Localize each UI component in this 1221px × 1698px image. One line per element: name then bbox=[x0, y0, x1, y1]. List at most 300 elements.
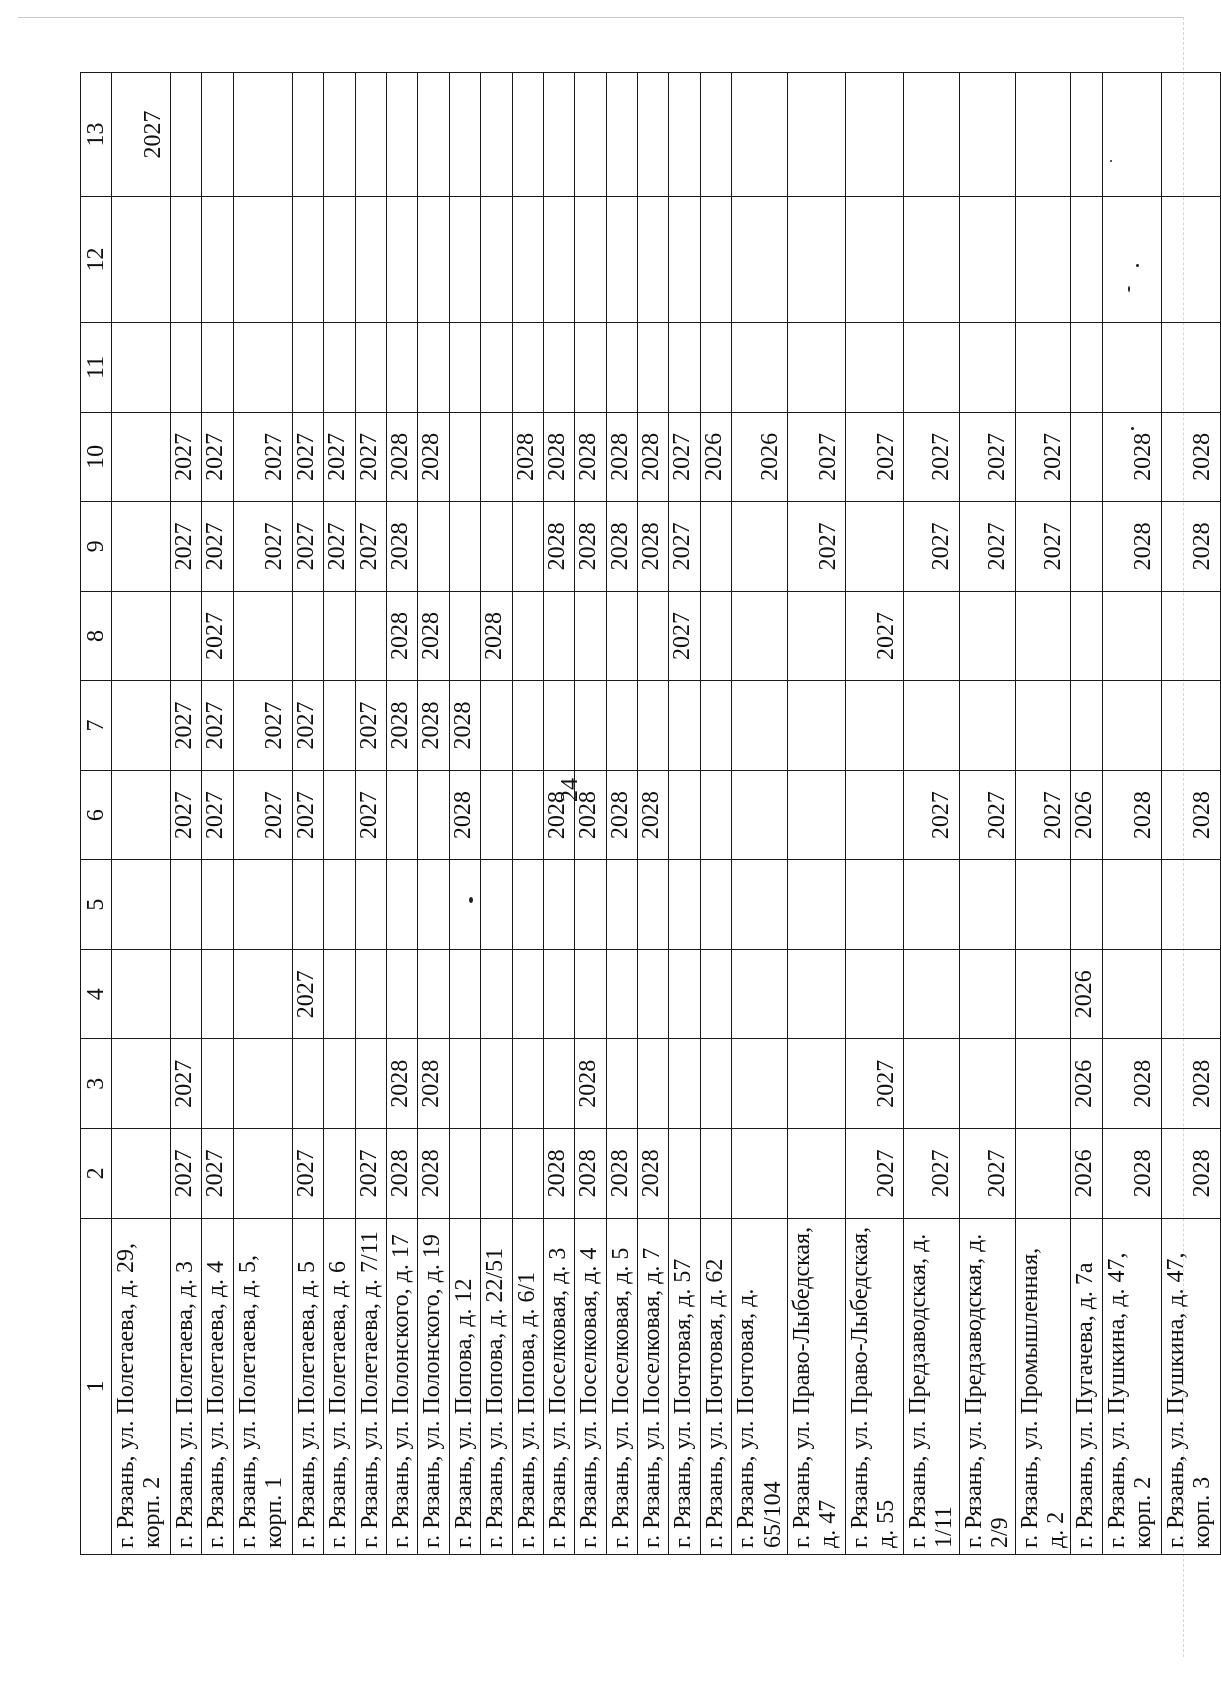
year-cell bbox=[233, 1129, 292, 1219]
address-cell: г. Рязань, ул. Попова, д. 12 bbox=[449, 1218, 480, 1554]
year-cell bbox=[1102, 73, 1161, 197]
year-cell bbox=[292, 860, 323, 950]
column-header: 13 bbox=[81, 73, 112, 197]
year-cell bbox=[669, 860, 700, 950]
year-cell: 2026 bbox=[1071, 770, 1102, 860]
year-cell bbox=[202, 73, 233, 197]
year-cell bbox=[171, 196, 202, 322]
table-row bbox=[1161, 73, 1220, 1555]
year-cell bbox=[171, 591, 202, 681]
year-cell: 2027 bbox=[292, 949, 323, 1039]
address-cell: г. Рязань, ул. Пушкина, д. 47, корп. 3 bbox=[1161, 1218, 1220, 1554]
table-row bbox=[959, 73, 1015, 1555]
year-cell bbox=[606, 1039, 637, 1129]
year-cell bbox=[481, 502, 512, 592]
year-cell: 2027 bbox=[171, 681, 202, 771]
year-cell bbox=[575, 196, 606, 322]
year-cell bbox=[638, 591, 669, 681]
year-cell bbox=[233, 196, 292, 322]
table-row bbox=[324, 73, 355, 1555]
year-cell bbox=[112, 1129, 171, 1219]
year-cell: 2028 bbox=[543, 770, 574, 860]
year-cell bbox=[732, 1129, 788, 1219]
year-cell: 2027 bbox=[846, 412, 904, 502]
year-cell: 2028 bbox=[606, 412, 637, 502]
year-cell bbox=[575, 949, 606, 1039]
year-cell bbox=[1161, 860, 1220, 950]
year-cell bbox=[669, 196, 700, 322]
year-cell bbox=[1015, 591, 1071, 681]
year-cell bbox=[606, 681, 637, 771]
year-cell bbox=[449, 73, 480, 197]
year-cell: 2028 bbox=[543, 1129, 574, 1219]
year-cell bbox=[512, 196, 543, 322]
year-cell bbox=[112, 1039, 171, 1129]
year-cell bbox=[732, 949, 788, 1039]
year-cell bbox=[449, 1039, 480, 1129]
year-cell: 2028 bbox=[575, 1129, 606, 1219]
year-cell bbox=[732, 502, 788, 592]
address-cell: г. Рязань, ул. Попова, д. 6/1 bbox=[512, 1218, 543, 1554]
year-cell bbox=[1015, 1129, 1071, 1219]
address-cell: г. Рязань, ул. Почтовая, д. 57 bbox=[669, 1218, 700, 1554]
column-header: 6 bbox=[81, 770, 112, 860]
table-row bbox=[575, 73, 606, 1555]
year-cell bbox=[112, 949, 171, 1039]
year-cell bbox=[700, 591, 731, 681]
year-cell: 2027 bbox=[1015, 502, 1071, 592]
year-cell: 2028 bbox=[638, 502, 669, 592]
year-cell bbox=[638, 322, 669, 412]
scan-speck bbox=[1128, 286, 1130, 292]
year-cell bbox=[1161, 681, 1220, 771]
year-cell: 2028 bbox=[1102, 412, 1161, 502]
table-row bbox=[1071, 73, 1102, 1555]
year-cell bbox=[202, 949, 233, 1039]
year-cell bbox=[292, 322, 323, 412]
year-cell bbox=[1071, 196, 1102, 322]
year-cell bbox=[700, 770, 731, 860]
year-cell bbox=[449, 412, 480, 502]
year-cell bbox=[233, 860, 292, 950]
address-cell: г. Рязань, ул. Попова, д. 22/51 bbox=[481, 1218, 512, 1554]
year-cell bbox=[1161, 591, 1220, 681]
column-header: 1 bbox=[81, 1218, 112, 1554]
year-cell bbox=[669, 949, 700, 1039]
year-cell bbox=[732, 770, 788, 860]
year-cell: 2027 bbox=[669, 412, 700, 502]
year-cell: 2027 bbox=[292, 412, 323, 502]
year-cell: 2028 bbox=[449, 681, 480, 771]
year-cell bbox=[788, 591, 846, 681]
year-cell bbox=[606, 860, 637, 950]
year-cell bbox=[202, 322, 233, 412]
year-cell bbox=[418, 949, 449, 1039]
table-row bbox=[669, 73, 700, 1555]
year-cell bbox=[788, 1039, 846, 1129]
year-cell bbox=[543, 322, 574, 412]
year-cell: 2027 bbox=[171, 1129, 202, 1219]
address-cell: г. Рязань, ул. Почтовая, д. 62 bbox=[700, 1218, 731, 1554]
year-cell: 2028 bbox=[1161, 1129, 1220, 1219]
year-cell bbox=[543, 949, 574, 1039]
year-cell: 2027 bbox=[292, 681, 323, 771]
year-cell bbox=[700, 1129, 731, 1219]
year-cell bbox=[1161, 73, 1220, 197]
year-cell bbox=[788, 860, 846, 950]
year-cell bbox=[846, 681, 904, 771]
address-cell: г. Рязань, ул. Поселковая, д. 5 bbox=[606, 1218, 637, 1554]
year-cell bbox=[788, 1129, 846, 1219]
year-cell bbox=[233, 949, 292, 1039]
year-cell bbox=[481, 860, 512, 950]
year-cell: 2028 bbox=[1161, 1039, 1220, 1129]
year-cell bbox=[904, 591, 960, 681]
year-cell: 2027 bbox=[324, 412, 355, 502]
year-cell: 2028 bbox=[638, 1129, 669, 1219]
year-cell bbox=[788, 196, 846, 322]
year-cell bbox=[1071, 591, 1102, 681]
year-cell: 2027 bbox=[904, 770, 960, 860]
year-cell bbox=[788, 949, 846, 1039]
year-cell: 2028 bbox=[575, 502, 606, 592]
year-cell bbox=[904, 196, 960, 322]
year-cell bbox=[846, 502, 904, 592]
year-cell: 2027 bbox=[171, 502, 202, 592]
year-cell bbox=[904, 73, 960, 197]
table-row bbox=[1015, 73, 1071, 1555]
year-cell bbox=[575, 591, 606, 681]
year-cell: 2028 bbox=[575, 412, 606, 502]
year-cell bbox=[512, 591, 543, 681]
year-cell: 2028 bbox=[418, 681, 449, 771]
address-cell: г. Рязань, ул. Полетаева, д. 3 bbox=[171, 1218, 202, 1554]
year-cell bbox=[959, 681, 1015, 771]
table-row bbox=[700, 73, 731, 1555]
year-cell bbox=[669, 73, 700, 197]
column-header: 9 bbox=[81, 502, 112, 592]
column-header: 7 bbox=[81, 681, 112, 771]
year-cell: 2026 bbox=[732, 412, 788, 502]
year-cell bbox=[846, 770, 904, 860]
year-cell bbox=[386, 322, 417, 412]
year-cell: 2028 bbox=[606, 502, 637, 592]
year-cell: 2028 bbox=[449, 770, 480, 860]
year-cell: 2027 bbox=[904, 502, 960, 592]
year-cell bbox=[112, 591, 171, 681]
year-cell bbox=[355, 322, 386, 412]
year-cell: 2028 bbox=[606, 770, 637, 860]
year-cell bbox=[418, 73, 449, 197]
address-cell: г. Рязань, ул. Полетаева, д. 5 bbox=[292, 1218, 323, 1554]
year-cell bbox=[606, 949, 637, 1039]
scan-speck bbox=[1136, 264, 1139, 267]
table-row bbox=[171, 73, 202, 1555]
year-cell: 2028 bbox=[386, 412, 417, 502]
year-cell bbox=[233, 322, 292, 412]
year-cell: 2028 bbox=[1161, 770, 1220, 860]
year-cell bbox=[418, 322, 449, 412]
year-cell bbox=[171, 949, 202, 1039]
year-cell bbox=[606, 322, 637, 412]
year-cell bbox=[202, 860, 233, 950]
year-cell bbox=[386, 73, 417, 197]
year-cell bbox=[788, 681, 846, 771]
year-cell bbox=[1161, 322, 1220, 412]
year-cell: 2028 bbox=[386, 681, 417, 771]
year-cell bbox=[418, 770, 449, 860]
year-cell bbox=[669, 322, 700, 412]
year-cell: 2028 bbox=[386, 1129, 417, 1219]
year-cell bbox=[606, 196, 637, 322]
year-cell bbox=[732, 681, 788, 771]
year-cell bbox=[700, 1039, 731, 1129]
year-cell bbox=[700, 681, 731, 771]
year-cell: 2028 bbox=[512, 412, 543, 502]
year-cell bbox=[1015, 322, 1071, 412]
year-cell bbox=[959, 73, 1015, 197]
address-cell: г. Рязань, ул. Полетаева, д. 6 bbox=[324, 1218, 355, 1554]
year-cell bbox=[732, 322, 788, 412]
year-cell bbox=[512, 770, 543, 860]
year-cell bbox=[700, 502, 731, 592]
year-cell bbox=[959, 322, 1015, 412]
year-cell bbox=[355, 1039, 386, 1129]
year-cell bbox=[846, 949, 904, 1039]
address-cell: г. Рязань, ул. Право-Лыбедская, д. 47 bbox=[788, 1218, 846, 1554]
year-cell bbox=[700, 860, 731, 950]
year-cell: 2028 bbox=[418, 1039, 449, 1129]
address-cell: г. Рязань, ул. Предзаводская, д. 1/11 bbox=[904, 1218, 960, 1554]
year-cell bbox=[638, 949, 669, 1039]
year-cell bbox=[386, 860, 417, 950]
year-cell bbox=[112, 681, 171, 771]
year-cell: 2027 bbox=[846, 591, 904, 681]
table-row bbox=[112, 73, 171, 1555]
year-cell bbox=[700, 73, 731, 197]
year-cell bbox=[386, 949, 417, 1039]
year-cell bbox=[669, 770, 700, 860]
year-cell bbox=[512, 1129, 543, 1219]
year-cell: 2027 bbox=[959, 412, 1015, 502]
year-cell bbox=[292, 591, 323, 681]
scan-speck bbox=[1131, 427, 1134, 430]
year-cell bbox=[512, 322, 543, 412]
year-cell: 2027 bbox=[904, 1129, 960, 1219]
year-cell bbox=[355, 949, 386, 1039]
year-cell bbox=[543, 681, 574, 771]
year-cell bbox=[418, 502, 449, 592]
year-cell: 2028 bbox=[1161, 502, 1220, 592]
year-cell: 2027 bbox=[171, 1039, 202, 1129]
year-cell bbox=[669, 681, 700, 771]
year-cell bbox=[112, 322, 171, 412]
year-cell bbox=[171, 860, 202, 950]
year-cell bbox=[543, 73, 574, 197]
year-cell bbox=[638, 196, 669, 322]
year-cell bbox=[324, 196, 355, 322]
table-row bbox=[202, 73, 233, 1555]
year-cell bbox=[171, 322, 202, 412]
repair-schedule-table bbox=[80, 72, 1221, 1555]
year-cell bbox=[355, 73, 386, 197]
address-cell: г. Рязань, ул. Право-Лыбедская, д. 55 bbox=[846, 1218, 904, 1554]
year-cell: 2027 bbox=[355, 1129, 386, 1219]
table-row bbox=[233, 73, 292, 1555]
year-cell bbox=[355, 196, 386, 322]
year-cell bbox=[1071, 73, 1102, 197]
year-cell bbox=[638, 73, 669, 197]
year-cell: 2027 bbox=[846, 1039, 904, 1129]
table-row bbox=[512, 73, 543, 1555]
year-cell bbox=[669, 1039, 700, 1129]
table-row bbox=[543, 73, 574, 1555]
year-cell bbox=[1071, 502, 1102, 592]
address-cell: г. Рязань, ул. Полетаева, д. 5, корп. 1 bbox=[233, 1218, 292, 1554]
year-cell bbox=[355, 591, 386, 681]
year-cell: 2027 bbox=[669, 502, 700, 592]
year-cell bbox=[1161, 949, 1220, 1039]
year-cell: 2027 bbox=[355, 412, 386, 502]
year-cell: 2028 bbox=[386, 502, 417, 592]
table-row bbox=[355, 73, 386, 1555]
year-cell: 2027 bbox=[904, 412, 960, 502]
year-cell bbox=[1071, 860, 1102, 950]
year-cell bbox=[481, 949, 512, 1039]
table-row bbox=[386, 73, 417, 1555]
year-cell bbox=[669, 1129, 700, 1219]
table-row bbox=[449, 73, 480, 1555]
year-cell bbox=[543, 591, 574, 681]
year-cell: 2027 bbox=[788, 412, 846, 502]
year-cell: 2028 bbox=[481, 591, 512, 681]
year-cell bbox=[732, 73, 788, 197]
year-cell bbox=[1071, 412, 1102, 502]
year-cell bbox=[481, 1039, 512, 1129]
year-cell bbox=[638, 1039, 669, 1129]
year-cell: 2026 bbox=[1071, 1129, 1102, 1219]
year-cell bbox=[449, 322, 480, 412]
year-cell: 2028 bbox=[543, 412, 574, 502]
year-cell bbox=[543, 860, 574, 950]
year-cell: 2028 bbox=[418, 412, 449, 502]
year-cell: 2028 bbox=[1102, 1129, 1161, 1219]
year-cell: 2027 bbox=[171, 412, 202, 502]
year-cell bbox=[449, 502, 480, 592]
table-row bbox=[732, 73, 788, 1555]
year-cell: 2026 bbox=[1071, 949, 1102, 1039]
year-cell bbox=[846, 860, 904, 950]
year-cell: 2027 bbox=[355, 681, 386, 771]
year-cell bbox=[1102, 591, 1161, 681]
address-cell: г. Рязань, ул. Полетаева, д. 29, корп. 2 bbox=[112, 1218, 171, 1554]
year-cell bbox=[575, 73, 606, 197]
year-cell bbox=[449, 591, 480, 681]
year-cell: 2028 bbox=[1102, 770, 1161, 860]
year-cell bbox=[904, 681, 960, 771]
year-cell bbox=[324, 591, 355, 681]
address-cell: г. Рязань, ул. Пугачева, д. 7а bbox=[1071, 1218, 1102, 1554]
year-cell: 2027 bbox=[1015, 770, 1071, 860]
year-cell: 2026 bbox=[1071, 1039, 1102, 1129]
year-cell bbox=[324, 73, 355, 197]
year-cell bbox=[449, 1129, 480, 1219]
column-header: 2 bbox=[81, 1129, 112, 1219]
year-cell bbox=[1161, 196, 1220, 322]
column-header: 4 bbox=[81, 949, 112, 1039]
year-cell bbox=[543, 1039, 574, 1129]
table-row bbox=[292, 73, 323, 1555]
year-cell: 2027 bbox=[292, 770, 323, 860]
page-number: 24 bbox=[557, 778, 583, 802]
year-cell bbox=[1071, 681, 1102, 771]
year-cell bbox=[292, 73, 323, 197]
year-cell bbox=[575, 860, 606, 950]
scan-speck bbox=[469, 897, 473, 903]
year-cell: 2028 bbox=[543, 502, 574, 592]
year-cell bbox=[904, 322, 960, 412]
year-cell bbox=[904, 860, 960, 950]
year-cell bbox=[171, 73, 202, 197]
year-cell bbox=[112, 412, 171, 502]
year-cell bbox=[1102, 196, 1161, 322]
year-cell bbox=[959, 860, 1015, 950]
year-cell: 2028 bbox=[418, 591, 449, 681]
year-cell: 2027 bbox=[202, 412, 233, 502]
year-cell bbox=[386, 770, 417, 860]
year-cell bbox=[481, 196, 512, 322]
year-cell bbox=[324, 681, 355, 771]
year-cell bbox=[1102, 860, 1161, 950]
year-cell bbox=[1015, 1039, 1071, 1129]
year-cell bbox=[1015, 196, 1071, 322]
year-cell: 2027 bbox=[233, 770, 292, 860]
year-cell bbox=[1102, 949, 1161, 1039]
address-cell: г. Рязань, ул. Предзаводская, д. 2/9 bbox=[959, 1218, 1015, 1554]
year-cell: 2027 bbox=[202, 502, 233, 592]
year-cell bbox=[846, 73, 904, 197]
table-row bbox=[418, 73, 449, 1555]
year-cell bbox=[512, 681, 543, 771]
column-header: 10 bbox=[81, 412, 112, 502]
year-cell: 2027 bbox=[202, 1129, 233, 1219]
scan-border-top bbox=[18, 17, 1183, 18]
year-cell: 2028 bbox=[575, 1039, 606, 1129]
document-table-wrapper bbox=[80, 72, 1216, 1555]
year-cell bbox=[292, 1039, 323, 1129]
column-header: 8 bbox=[81, 591, 112, 681]
year-cell bbox=[324, 1039, 355, 1129]
year-cell bbox=[788, 322, 846, 412]
year-cell bbox=[324, 949, 355, 1039]
year-cell: 2027 bbox=[355, 770, 386, 860]
year-cell bbox=[512, 1039, 543, 1129]
header-row bbox=[81, 73, 112, 1555]
year-cell bbox=[904, 1039, 960, 1129]
year-cell bbox=[959, 949, 1015, 1039]
year-cell: 2027 bbox=[171, 770, 202, 860]
year-cell bbox=[418, 860, 449, 950]
year-cell bbox=[575, 322, 606, 412]
year-cell: 2027 bbox=[202, 591, 233, 681]
address-cell: г. Рязань, ул. Полетаева, д. 7/11 bbox=[355, 1218, 386, 1554]
year-cell: 2027 bbox=[112, 73, 171, 197]
year-cell bbox=[512, 949, 543, 1039]
year-cell: 2028 bbox=[638, 412, 669, 502]
year-cell bbox=[481, 73, 512, 197]
year-cell bbox=[449, 196, 480, 322]
year-cell: 2028 bbox=[386, 591, 417, 681]
